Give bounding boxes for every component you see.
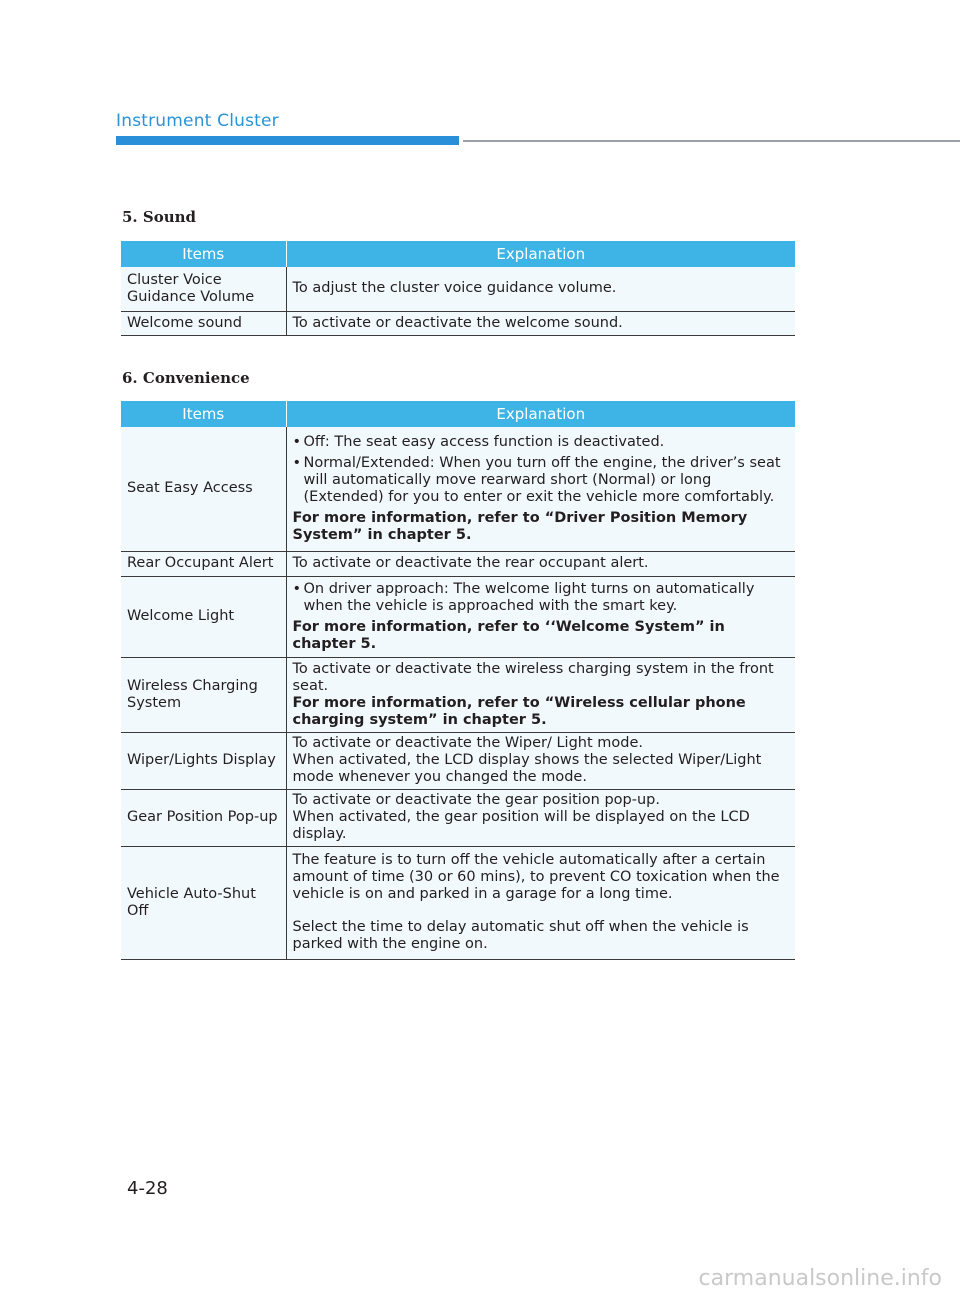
item-cell: Gear Position Pop-up (121, 789, 286, 846)
table-header-row (121, 401, 795, 427)
reference-note: For more information, refer to “Wireless cellular phone charging system” in chapter 5. (292, 694, 746, 728)
item-cell: Welcome sound (121, 311, 286, 335)
bullet-item (293, 581, 790, 615)
chapter-title: Instrument Cluster (116, 111, 279, 131)
section-title-convenience: 6. Convenience (122, 369, 250, 387)
header-accent-bar (116, 136, 459, 145)
explanation-text: To activate or deactivate the gear position pop-up. (292, 792, 660, 808)
column-header-items: Items (121, 241, 286, 267)
explanation-cell (286, 789, 795, 846)
table-row (121, 657, 795, 732)
bullet-item (293, 455, 790, 506)
item-cell: Wireless Charging System (121, 657, 286, 732)
item-cell: Rear Occupant Alert (121, 551, 286, 576)
table-row (121, 732, 795, 789)
section-title-sound: 5. Sound (122, 208, 197, 226)
table-row (121, 846, 795, 959)
table-row (121, 789, 795, 846)
explanation-cell (286, 846, 795, 959)
table-row (121, 551, 795, 576)
item-cell: Wiper/Lights Display (121, 732, 286, 789)
watermark: carmanualsonline.info (698, 1266, 942, 1291)
header-divider (463, 140, 960, 142)
reference-note: For more information, refer to ‘‘Welcome System” in chapter 5. (292, 618, 725, 652)
explanation-text: When activated, the LCD display shows the selected Wiper/Light mode whenever you changed the mode. (292, 752, 762, 785)
reference-note: For more information, refer to “Driver Position Memory System” in chapter 5. (292, 509, 748, 543)
bullet-text: On driver approach: The welcome light turns on automatically when the vehicle is approached with the smart key. (303, 580, 755, 614)
item-cell: Seat Easy Access (121, 427, 286, 551)
bullet-icon: • (292, 580, 302, 597)
explanation-text: To activate or deactivate the Wiper/ Light mode. (292, 735, 644, 751)
explanation-cell (286, 657, 795, 732)
table-row (121, 311, 795, 335)
table-header-row (121, 241, 795, 267)
explanation-text: The feature is to turn off the vehicle automatically after a certain amount of time (30 or 60 mins), to prevent CO toxication when the vehicle is on and parked in a garage for a long time. (292, 852, 780, 902)
explanation-text: Select the time to delay automatic shut off when the vehicle is parked with the engine on. (292, 919, 749, 952)
column-header-items: Items (121, 401, 286, 427)
bullet-icon: • (292, 433, 302, 450)
explanation-cell: To activate or deactivate the welcome sound. (286, 311, 795, 335)
table-row (121, 267, 795, 311)
item-cell: Welcome Light (121, 576, 286, 657)
table-row (121, 427, 795, 551)
item-cell: Vehicle Auto-Shut Off (121, 846, 286, 959)
item-cell: Cluster Voice Guidance Volume (121, 267, 286, 311)
explanation-cell: To adjust the cluster voice guidance volume. (286, 267, 795, 311)
column-header-explanation: Explanation (286, 401, 795, 427)
explanation-cell (286, 576, 795, 657)
explanation-cell: To activate or deactivate the rear occupant alert. (286, 551, 795, 576)
bullet-text: Off: The seat easy access function is deactivated. (303, 433, 665, 450)
bullet-icon: • (292, 454, 302, 471)
column-header-explanation: Explanation (286, 241, 795, 267)
convenience-table (121, 401, 795, 960)
explanation-text: When activated, the gear position will be displayed on the LCD display. (292, 809, 750, 842)
sound-table (121, 241, 795, 336)
bullet-item (293, 434, 790, 451)
explanation-cell (286, 732, 795, 789)
table-row (121, 576, 795, 657)
explanation-text: To activate or deactivate the wireless charging system in the front seat. (292, 660, 774, 694)
bullet-text: Normal/Extended: When you turn off the engine, the driver’s seat will automatically move rearward short (Normal) or long (Extended) for you to enter or exit the vehicle more comfortably. (303, 454, 781, 505)
page-number: 4-28 (127, 1178, 168, 1199)
explanation-cell (286, 427, 795, 551)
